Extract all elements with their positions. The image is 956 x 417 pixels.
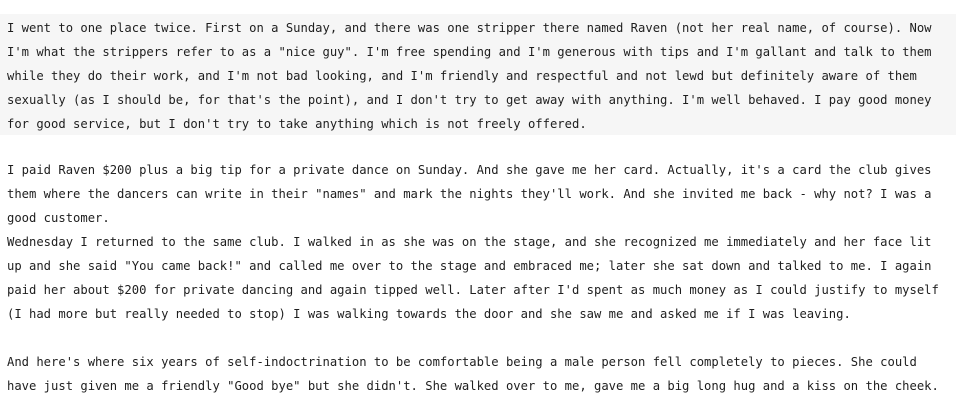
paragraph-2: I paid Raven $200 plus a big tip for a private dance on Sunday. And she gave me her card. Actually, it's a card the club gives them where the dancers can write in their "names" and mark the nights they'll work. And she invited me back - why not? I was a good customer. [7, 163, 932, 225]
paragraph-4: And here's where six years of self-indoctrination to be comfortable being a male person fell completely to pieces. She could have just given me a friendly "Good bye" but she didn't. She walked over to me, gave me a big long hug and a kiss on the cheek. [7, 355, 939, 393]
paragraph-3: Wednesday I returned to the same club. I walked in as she was on the stage, and she recognized me immediately and her face lit up and she said "You came back!" and called me over to the stage and embraced me; later she sat down and talked to me. I again paid her about $200 for private dancing and again tipped well. Later after I'd spent as much money as I could justify to myself (I had more but really needed to stop) I was walking towards the door and she saw me and asked me if I was leaving. [7, 235, 939, 321]
paragraph-1: I went to one place twice. First on a Sunday, and there was one stripper there named Raven (not her real name, of course). Now I'm what the strippers refer to as a "nice guy". I'm free spending and I'm generous with tips and I'm gallant and talk to them while they do their work, and I'm not bad looking, and I'm friendly and respectful and not lewd but definitely aware of them sexually (as I should be, for that's the point), and I don't try to get away with anything. I'm well behaved. I pay good money for good service, but I don't try to take anything which is not freely offered. [0, 14, 956, 135]
